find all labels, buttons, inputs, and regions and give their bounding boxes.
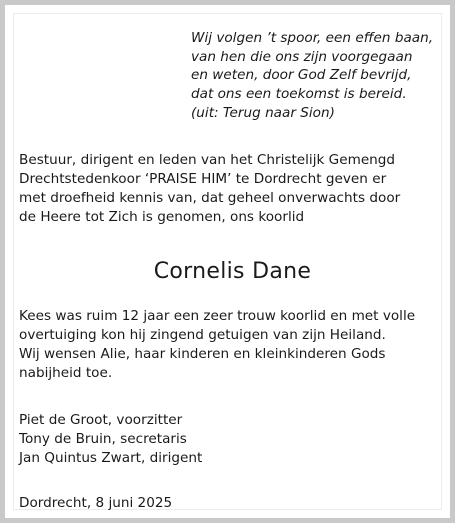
- tribute-line: nabijheid toe.: [19, 365, 113, 381]
- announcement-paragraph: [19, 151, 449, 227]
- deceased-name: Cornelis Dane: [153, 259, 312, 284]
- poem-line: dat ons een toekomst is bereid.: [191, 86, 407, 103]
- tribute-line: Wij wensen Alie, haar kinderen en kleinkinderen Gods: [19, 346, 386, 362]
- poem-line: en weten, door God Zelf bevrijd,: [191, 67, 412, 84]
- place-date: Dordrecht, 8 juni 2025: [19, 495, 173, 511]
- poem-quote: [191, 29, 453, 123]
- signatory-chairman: Piet de Groot, voorzitter: [19, 412, 183, 428]
- signatories: [19, 411, 449, 468]
- tribute-paragraph: [19, 307, 449, 383]
- signatory-conductor: Jan Quintus Zwart, dirigent: [19, 450, 203, 466]
- announcement-line: Bestuur, dirigent en leden van het Christelijk Gemengd: [19, 152, 396, 168]
- poem-source: (uit: Terug naar Sion): [191, 104, 335, 121]
- poem-line: van hen die ons zijn voorgegaan: [191, 48, 413, 65]
- tribute-line: Kees was ruim 12 jaar een zeer trouw koorlid en met volle: [19, 308, 416, 324]
- tribute-line: overtuiging kon hij zingend getuigen van zijn Heiland.: [19, 327, 386, 343]
- announcement-line: Drechtstedenkoor ‘PRAISE HIM’ te Dordrecht geven er: [19, 171, 387, 187]
- announcement-line: de Heere tot Zich is genomen, ons koorlid: [19, 209, 305, 225]
- poem-line: Wij volgen ’t spoor, een effen baan,: [191, 30, 434, 46]
- announcement-line: met droefheid kennis van, dat geheel onverwachts door: [19, 190, 401, 206]
- signatory-secretary: Tony de Bruin, secretaris: [19, 431, 187, 447]
